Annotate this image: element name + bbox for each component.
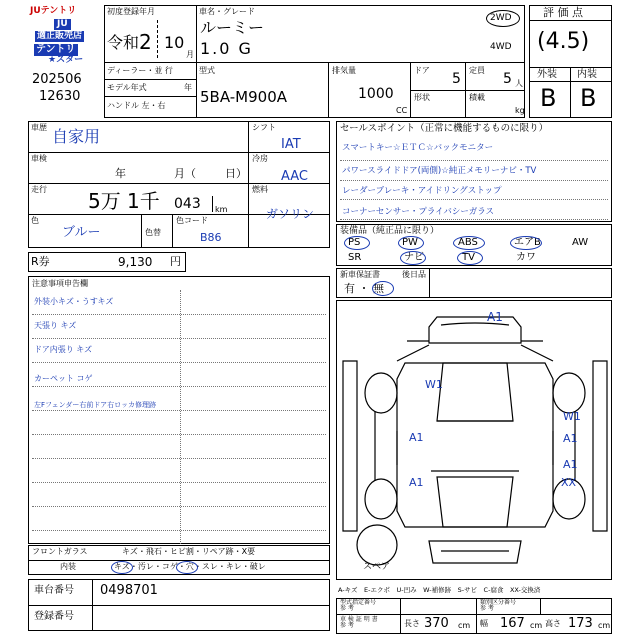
sales-point-4: コーナーセンサー・プライバシーガラス [342,207,494,217]
ac-value: AAC [281,169,308,184]
mark-left-w1: W1 [425,378,443,391]
mark-right-xx: XX [561,476,577,489]
drive-4wd: 4WD [490,42,512,52]
recycle-value: 9,130 [118,255,153,269]
length-label: 長さ [404,619,420,628]
equip-aw: AW [572,237,589,248]
warranty-value: 有 ・ 無 [344,282,384,295]
length-unit: cm [458,621,471,630]
type-value: 5BA-M900A [200,88,288,106]
mileage-label: 走行 [31,185,47,194]
mileage-sen: 1千 [127,189,160,213]
height-unit: cm [598,621,611,630]
spare-label: スペア [363,562,391,572]
cc-unit: CC [396,106,408,115]
notes-title: 注意事項申告欄 [32,279,88,288]
mileage-rest: 043 [174,196,201,212]
reg-year: 2 [139,30,152,54]
drive-2wd: 2WD [490,13,512,23]
note-5: 左Fフェンダー右前ドア右ロッカ修理跡 [34,401,157,409]
mark-right-a1-2: A1 [563,458,578,471]
equip-tv: TV [462,252,475,263]
later-items-box [398,268,612,298]
registration-label: 登録番号 [34,611,74,622]
note-2: 天張り キズ [34,321,77,330]
door-label: ドア [414,66,430,75]
cert-label: 車 検 証 明 書 参 考 [340,616,378,629]
color-change-label: 色替 [145,228,161,237]
equip-sr: SR [348,252,362,263]
mileage-man: 5万 [88,189,121,213]
height-value: 173 [568,616,593,631]
model-year-label: モデル年式 [107,83,147,92]
score-title: 評 価 点 [543,6,583,19]
shift-label: シフト [252,123,276,132]
type-label: 型式 [199,66,215,75]
class-number-label: 類別区分番号 参 考 [480,599,517,612]
capacity-unit: 人 [515,79,523,88]
mark-left-rear-a1: A1 [409,476,424,489]
sales-point-1: スマートキー☆ＥＴＣ☆バックモニター [342,143,494,153]
lot-number-1: 202506 [32,72,82,87]
logo-line2: JU [54,19,71,30]
sales-point-2: パワースライドドア(両側)☆純正メモリーナビ・TV [342,166,537,176]
equip-navi-circle [400,251,426,265]
lot-number-2: 12630 [39,89,81,104]
equip-navi: ナビ [404,252,424,263]
note-3: ドア内張り キズ [34,345,93,354]
inspection-day: 日） [225,167,247,180]
equip-airbag: エアB [514,237,541,248]
color-code-value: B86 [200,231,222,244]
diagram-legend: A-キズ E-エクボ U-凹み W-補修跡 S-サビ C-腐食 XX-交換済 [338,586,541,594]
logo-line5: ★スター [48,55,84,65]
interior-scratch-circle [111,561,133,574]
capacity-value: 5 [503,71,512,87]
front-glass-label: フロントガラス [32,547,88,556]
height-label: 高さ [545,619,561,628]
color-code-label: 色コード [176,216,208,225]
warranty-label: 新車保証書 [340,270,380,279]
mark-left-a1: A1 [409,431,424,444]
damage-diagram [336,300,612,580]
equip-tv-circle [457,251,483,265]
equip-abs-circle [453,236,485,250]
width-unit: cm [530,621,543,630]
exterior-score: B [540,84,557,112]
chassis-value: 0498701 [100,583,158,598]
interior-score: B [580,84,597,112]
width-label: 幅 [480,619,488,628]
color-value: ブルー [62,225,101,240]
shape-label: 形状 [414,93,430,102]
logo-line1: JUテントリ [30,6,77,16]
door-value: 5 [452,71,461,87]
color-label: 色 [31,216,39,225]
auction-logo [28,6,102,68]
width-value: 167 [500,616,525,631]
model-year-suffix: 年 [184,83,192,92]
interior-cond-label: 内装 [60,562,76,571]
equip-leather: カワ [516,252,536,263]
equip-airbag-circle [510,236,542,250]
mark-front-a1: A1 [487,310,503,324]
displacement-value: 1000 [358,86,394,102]
logo-line3: 適正販売店 [37,31,83,41]
shift-value: IAT [281,137,301,152]
exterior-label: 外装 [537,69,557,80]
inspection-label: 車検 [31,154,47,163]
chassis-label: 車台番号 [34,585,74,596]
equip-pw: PW [402,237,418,248]
note-1: 外装小キズ・うすキズ [34,297,114,306]
mark-right-a1-1: A1 [563,432,578,445]
car-name: ルーミー [200,18,265,37]
fuel-value: ガソリン [266,207,315,221]
equip-pw-circle [398,236,424,250]
inspection-month: 月（ [174,167,196,180]
load-label: 積載 [469,93,485,102]
note-4: カーペット コゲ [34,374,93,383]
later-items-label: 後日品 [402,270,426,279]
score-value: (4.5) [537,29,590,54]
equip-ps-circle [344,236,370,250]
reg-era: 令和 [107,33,140,52]
mark-right-w1: W1 [563,410,581,423]
history-value: 自家用 [52,127,101,146]
handle-label: ハンドル 左・右 [107,101,166,110]
equipment-title: 装備品（純正品に限り） [340,226,440,236]
interior-label: 内装 [577,69,597,80]
recycle-box [28,252,186,272]
warranty-circle [372,281,394,296]
sales-point-3: レーダーブレーキ・アイドリングストップ [342,186,502,196]
ac-label: 冷房 [252,154,268,163]
inspection-year: 年 [115,167,126,180]
recycle-unit: 円 [170,255,181,268]
history-label: 車歴 [31,123,47,132]
dealer-label: ディーラー・並 行 [107,66,173,75]
equip-abs: ABS [458,237,478,248]
front-glass-value: キズ・飛石・ヒビ割・リペア跡・X要 [122,547,256,556]
interior-cond-value: キズ・汚レ・コゲ・穴・スレ・キレ・破レ [114,562,266,571]
sales-point-title: セールスポイント（正常に機能するものに限り） [340,123,549,134]
interior-burn-circle [176,561,198,574]
km-unit: km [215,205,228,214]
model-designation-label: 型式指定番号 参 考 [340,599,377,612]
reg-month: 10 [164,33,185,52]
displacement-label: 排気量 [332,66,356,75]
reg-label: 初度登録年月 [107,7,155,16]
length-value: 370 [424,616,449,631]
kg-unit: kg [515,106,525,115]
recycle-label: R券 [31,255,50,268]
logo-line4: テントリ [36,44,76,55]
reg-month-unit: 月 [186,50,194,59]
equip-ps: PS [348,237,361,248]
car-grade: 1.0 G [200,39,253,58]
fuel-label: 燃料 [252,185,268,194]
car-name-label: 車名・グレード [199,7,255,16]
capacity-label: 定員 [469,66,485,75]
